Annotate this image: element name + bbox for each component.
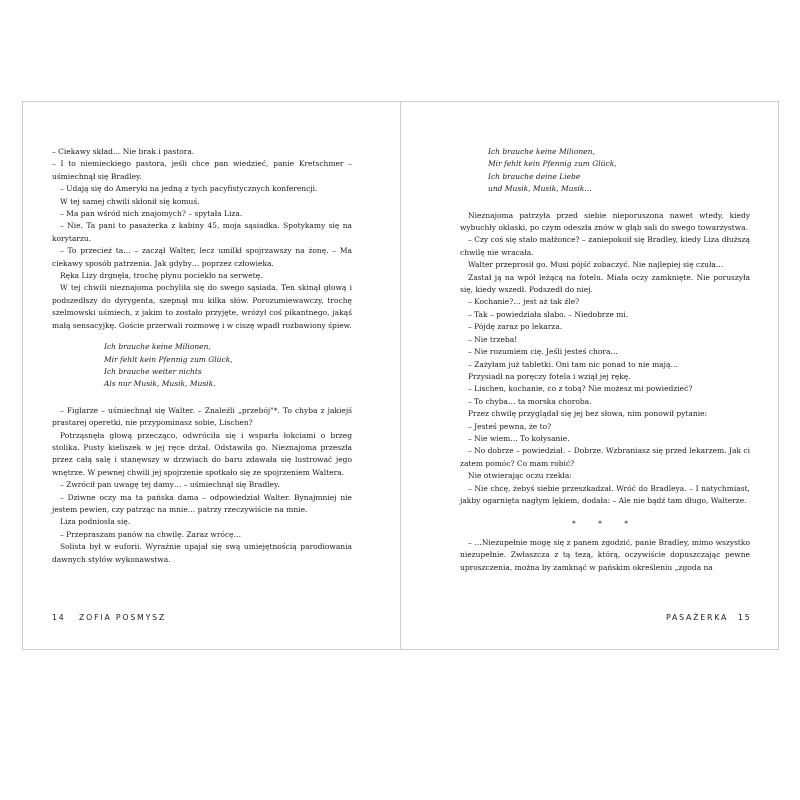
paragraph: – …Niezupełnie mogę się z panem zgodzić, panie Bradley, mimo wszystko niezupełnie. Zwłaszcza z tą tezą, którą, oczywiście dopuszczając pewne uproszczenia, można by zamknąć w pańskim określeniu „zgoda na xyxy=(460,537,750,572)
running-head-title: PASAŻERKA xyxy=(666,613,729,622)
song-verse xyxy=(460,146,750,196)
paragraph: Przysiadł na poręczy fotela i wziął jej rękę. xyxy=(468,371,631,381)
paragraph: – Nie rozumiem cię. Jeśli jesteś chora… xyxy=(468,347,618,357)
paragraph: – Tak – powiedziała słabo. – Niedobrze mi. xyxy=(468,309,629,319)
song-verse xyxy=(52,341,352,391)
paragraph: Walter przeprosił go. Musi pójść zobaczyć. Nie najlepiej się czuła… xyxy=(468,260,724,270)
running-head-author: ZOFIA POSMYSZ xyxy=(79,613,167,622)
paragraph: – Kochanie?… jest aż tak źle? xyxy=(468,297,580,307)
paragraph: – Nie. Ta pani to pasażerka z kabiny 45, moja sąsiadka. Spotykamy się na korytarzu. xyxy=(52,221,352,243)
verse-line: Mir fehlt kein Pfennig zum Glück, xyxy=(104,354,233,364)
verse-line: und Musik, Musik, Musik… xyxy=(488,184,592,194)
paragraph: Liza podniosła się. xyxy=(60,517,131,527)
paragraph: – To przecież ta… – zaczął Walter, lecz umilkł spojrzawszy na żonę. – Ma ciekawy sposób patrzenia. Jak gdyby… poprzez człowieka. xyxy=(52,246,352,268)
paragraph: – Ciekawy skład… Nie brak i pastora. xyxy=(52,147,195,156)
right-page xyxy=(400,101,779,650)
paragraph: – Zwrócił pan uwagę tej damy… – uśmiechnął się Bradley. xyxy=(60,480,280,490)
paragraph: Nie otwierając oczu rzekła: xyxy=(468,471,572,481)
paragraph: – Nie wiem… To kołysanie. xyxy=(468,433,570,443)
paragraph: – I to niemieckiego pastora, jeśli chce pan wiedzieć, panie Kretschmer – uśmiechnął się Bradley. xyxy=(52,159,352,181)
right-page-text xyxy=(460,146,750,574)
section-separator: * * * xyxy=(571,519,639,529)
paragraph: Ręka Lizy drgnęła, trochę płynu pociekło na serwetę. xyxy=(60,271,263,281)
paragraph: – To chyba… ta morska choroba. xyxy=(468,396,592,406)
verse-line: Ich brauche deine Liebe xyxy=(488,171,581,181)
left-page-text xyxy=(52,146,352,566)
paragraph: – Przepraszam panów na chwilę. Zaraz wrócę… xyxy=(60,529,242,539)
verse-line: Ich brauche keine Milionen, xyxy=(104,342,211,352)
paragraph: – Zażyłam już tabletki. Oni tam nic ponad to nie mają… xyxy=(468,359,678,369)
paragraph: – No dobrze – powiedział. – Dobrze. Wzbraniasz się przed lekarzem. Jak ci zatem pomóc? Co mam robić? xyxy=(460,446,750,468)
paragraph: Solista był w euforii. Wyraźnie upajał się swą umiejętnością parodiowania dawnych stylów wykonawstwa. xyxy=(52,542,352,564)
paragraph: – Nie chcę, żebyś siebie przeszkadzał. Wróć do Bradleya. – I natychmiast, jakby ogarnięta nagłym lękiem, dodała: – Ale nie bądź tam długo, Walterze. xyxy=(460,483,750,505)
paragraph: – Ma pan wśród nich znajomych? – spytała Liza. xyxy=(60,209,243,219)
verse-line: Mir fehlt kein Pfennig zum Glück, xyxy=(488,159,617,169)
paragraph: Zastał ją na wpół leżącą na fotelu. Miała oczy zamknięte. Nie poruszyła się, kiedy wszedł. Podszedł do niej. xyxy=(460,272,750,295)
paragraph: – Jesteś pewna, że to? xyxy=(468,421,552,431)
paragraph: – Udają się do Ameryki na jedną z tych pacyfistycznych konferencji. xyxy=(60,184,318,194)
paragraph: Przez chwilę przyglądał się jej bez słowa, nim ponowił pytanie: xyxy=(468,409,708,419)
page-number: 14 xyxy=(52,613,66,622)
paragraph: – Figlarze – uśmiechnął się Walter. – Znaleźli „przebój"*. To chyba z jakiejś prastarej operetki, nie przypominasz sobie, Lischen? xyxy=(52,405,352,428)
left-page xyxy=(22,101,400,650)
paragraph: – Dziwne oczy ma ta pańska dama – odpowiedział Walter. Bynajmniej nie jestem pewien, czy patrząc na mnie… patrzy rzeczywiście na mnie. xyxy=(52,492,352,514)
paragraph: W tej samej chwili skłonił się komuś. xyxy=(60,196,200,206)
verse-line: Ich brauche keine Milionen, xyxy=(488,147,595,156)
verse-line: Als nur Musik, Musik, Musik. xyxy=(104,379,216,389)
paragraph: – Nie trzeba! xyxy=(468,334,518,344)
paragraph: W tej chwili nieznajoma pochyliła się do swego sąsiada. Ten skinął głową i podszedłszy do dyrygenta, szepnął mu kilka słów. Porozumiewawczy, trochę szelmowski uśmiech, z jakim to zostało przyjęte, wróżył coś pikantnego, jakąś małą sensacyjkę. Goście przerwali rozmowę i w ciszę wpadł rozbawiony śpiew. xyxy=(52,283,352,330)
verse-line: Ich brauche weiter nichts xyxy=(104,366,202,376)
paragraph: Nieznajoma patrzyła przed siebie nieporuszona nawet wtedy, kiedy wybuchły oklaski, po czym odeszła znów w głąb sali do swego towarzystwa. xyxy=(460,210,750,233)
paragraph: – Lischen, kochanie, co z tobą? Nie możesz mi powiedzieć? xyxy=(468,384,693,394)
paragraph: – Czy coś się stało małżonce? – zaniepokoił się Bradley, kiedy Liza dłuższą chwilę nie wracała. xyxy=(460,235,750,257)
paragraph: Potrząsnęła głową przecząco, odwróciła się i wsparła łokciami o brzeg stolika. Pusty kieliszek w jej ręce drżał. Odstawiła go. Nieznajoma przeszła przez całą salę i stanęwszy w drzwiach do baru zdawała się lustrować jego wnętrze. W pewnej chwili jej spojrzenie spotkało się ze spojrzeniem Waltera. xyxy=(52,430,352,477)
paragraph: – Pójdę zaraz po lekarza. xyxy=(468,322,563,332)
page-number: 15 xyxy=(738,613,752,622)
